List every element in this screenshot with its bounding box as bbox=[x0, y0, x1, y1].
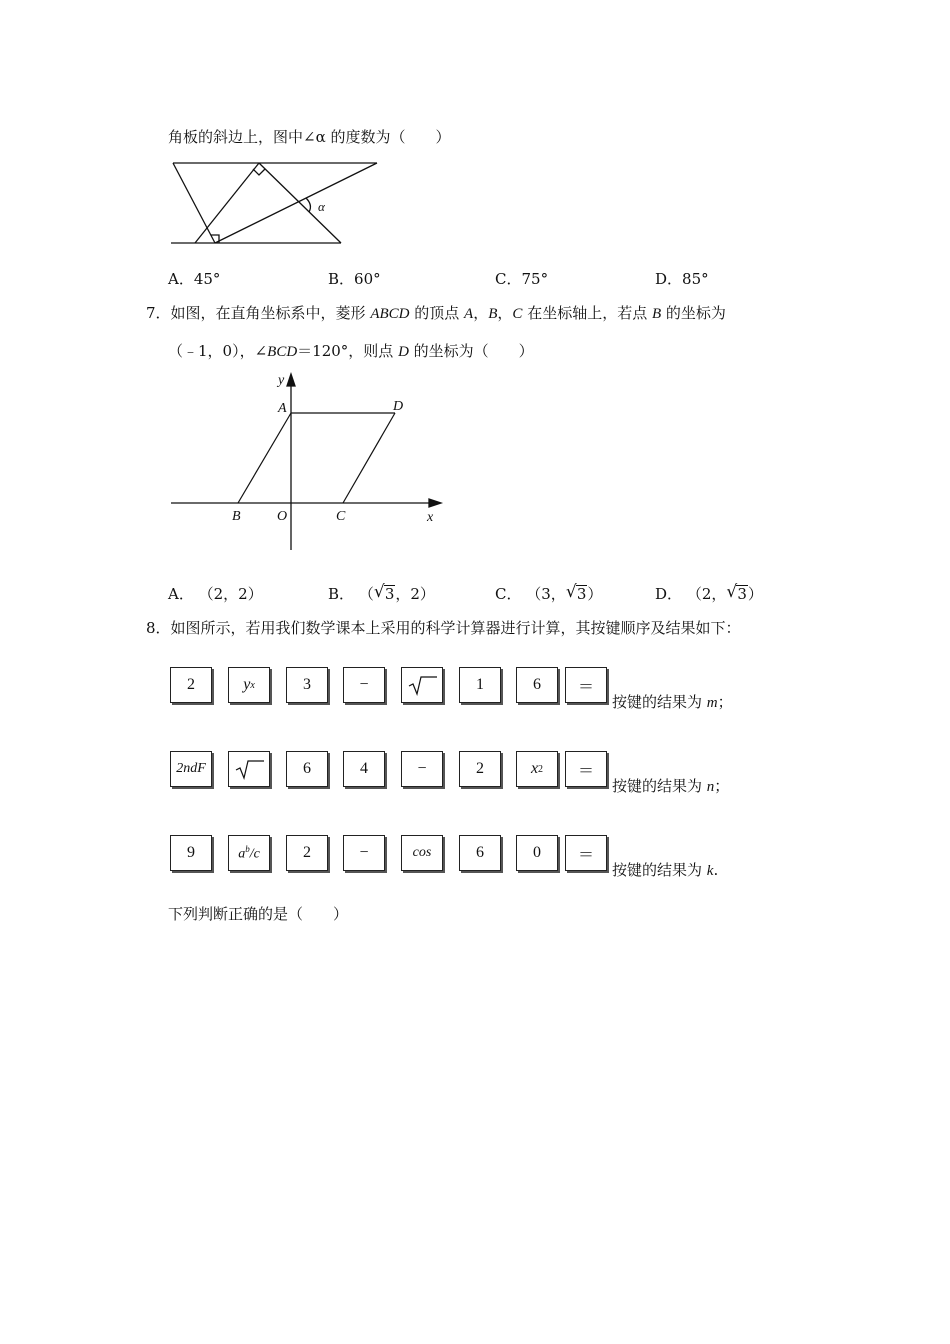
key-sqrt bbox=[228, 751, 270, 787]
key-1: 1 bbox=[459, 667, 501, 703]
sqrt-symbol: √ 3 bbox=[726, 582, 747, 603]
label-y: y bbox=[278, 373, 285, 388]
key-2ndf: 2ndF bbox=[170, 751, 212, 787]
key-cos: cos bbox=[401, 835, 443, 871]
q7-option-d[interactable]: D． （2， √ 3） bbox=[655, 582, 763, 603]
label-b: B bbox=[232, 509, 241, 524]
key-9: 9 bbox=[170, 835, 212, 871]
q6-option-c[interactable]: C．75° bbox=[495, 270, 549, 288]
key-minus: − bbox=[343, 835, 385, 871]
label-d: D bbox=[393, 399, 404, 414]
q6-alpha-label: α bbox=[318, 199, 325, 214]
key-2: 2 bbox=[286, 835, 328, 871]
label-x: x bbox=[427, 510, 434, 525]
key-2: 2 bbox=[170, 667, 212, 703]
key-4: 4 bbox=[343, 751, 385, 787]
key-fraction: $a^b/c$ bbox=[228, 835, 270, 871]
q6-figure bbox=[165, 155, 385, 255]
key-3: 3 bbox=[286, 667, 328, 703]
label-c: C bbox=[336, 509, 346, 524]
rhombus-side-dc bbox=[343, 413, 395, 503]
q7-line2: （﹣1，0），∠BCD＝120°，则点 D 的坐标为（ ） bbox=[168, 342, 534, 360]
row3-result: 按键的结果为 k. bbox=[612, 861, 719, 879]
q8-stem: 8．如图所示，若用我们数学课本上采用的科学计算器进行计算，其按键顺序及结果如下： bbox=[146, 619, 741, 637]
key-equals: ＝ bbox=[565, 835, 607, 871]
rhombus-side-ab bbox=[238, 413, 291, 503]
key-x-squared: x 2 bbox=[516, 751, 558, 787]
label-o: O bbox=[277, 509, 288, 524]
q6-option-a[interactable]: A．45° bbox=[168, 270, 221, 288]
sqrt-icon bbox=[407, 674, 437, 696]
x-axis-arrow bbox=[429, 499, 441, 507]
q6-leg-right bbox=[259, 163, 341, 243]
key-equals: ＝ bbox=[565, 751, 607, 787]
q6-right-angle-top bbox=[253, 169, 265, 175]
sqrt-icon bbox=[234, 758, 264, 780]
q7-option-b[interactable]: B． （ √ 3，2） bbox=[328, 582, 435, 603]
label-a: A bbox=[278, 401, 287, 416]
q8-question: 下列判断正确的是（ ） bbox=[168, 905, 349, 923]
q6-left-edge bbox=[173, 163, 215, 243]
key-6: 6 bbox=[459, 835, 501, 871]
q7-line1: 7．如图，在直角坐标系中，菱形 ABCD 的顶点 A，B，C 在坐标轴上，若点 B 的坐标为 bbox=[146, 304, 726, 322]
row2-result: 按键的结果为 n； bbox=[612, 777, 730, 795]
sqrt-symbol: √ 3 bbox=[565, 582, 587, 603]
y-axis-arrow bbox=[287, 374, 295, 386]
q6-leg-left bbox=[195, 163, 259, 243]
q7-figure bbox=[165, 370, 455, 560]
key-equals: ＝ bbox=[565, 667, 607, 703]
key-minus: − bbox=[401, 751, 443, 787]
q6-stem-tail: 角板的斜边上，图中∠α 的度数为（ ） bbox=[168, 128, 451, 146]
q7-option-c[interactable]: C． （3， √ 3） bbox=[495, 582, 603, 603]
key-y-power-x: y x bbox=[228, 667, 270, 703]
q6-option-d[interactable]: D．85° bbox=[655, 270, 709, 288]
key-6: 6 bbox=[516, 667, 558, 703]
key-sqrt bbox=[401, 667, 443, 703]
key-2: 2 bbox=[459, 751, 501, 787]
q7-option-a[interactable]: A． （2，2） bbox=[168, 585, 263, 603]
q6-option-b[interactable]: B．60° bbox=[328, 270, 381, 288]
sqrt-symbol: √ 3 bbox=[373, 582, 395, 603]
key-0: 0 bbox=[516, 835, 558, 871]
key-6: 6 bbox=[286, 751, 328, 787]
key-minus: − bbox=[343, 667, 385, 703]
row1-result: 按键的结果为 m； bbox=[612, 693, 733, 711]
q6-diagonal bbox=[215, 163, 377, 243]
